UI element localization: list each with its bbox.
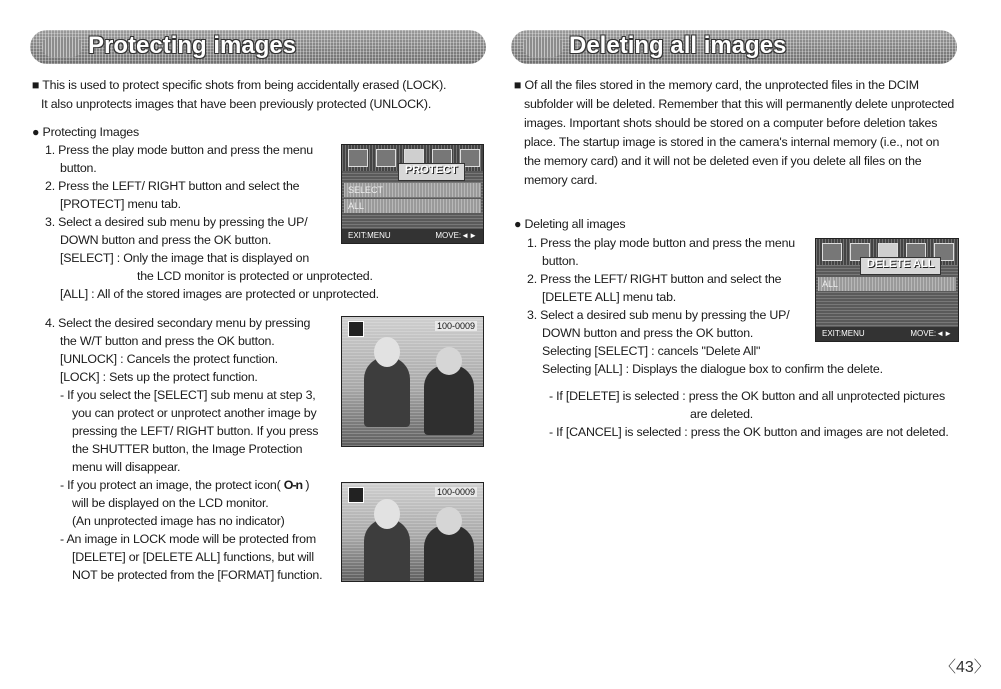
- right-step-1-cont: button.: [542, 254, 579, 268]
- right-intro-line-4: place. The startup image is stored in the camera's internal memory (i.e., not on: [524, 135, 940, 149]
- right-step-3: 3. Select a desired sub menu by pressing the UP/: [527, 308, 790, 322]
- left-step-4: 4. Select the desired secondary menu by pressing: [45, 316, 311, 330]
- person-face: [436, 347, 462, 375]
- right-subheading: ● Deleting all images: [514, 217, 626, 231]
- play-mode-icon: [348, 321, 364, 337]
- person-face: [374, 499, 400, 529]
- left-step-2-cont: [PROTECT] menu tab.: [60, 197, 181, 211]
- header-decoration: [42, 37, 82, 57]
- person-face: [436, 507, 462, 535]
- person-silhouette: [424, 365, 474, 435]
- protect-photo-1: [341, 316, 484, 447]
- right-delete-desc: - If [DELETE] is selected : press the OK button and all unprotected pictures: [549, 389, 945, 403]
- right-step-1: 1. Press the play mode button and press the menu: [527, 236, 795, 250]
- left-lock-desc: [LOCK] : Sets up the protect function.: [60, 370, 258, 384]
- person-silhouette: [364, 357, 410, 427]
- photo-file-number: 100-0009: [436, 487, 475, 497]
- left-note-1-cont-a: you can protect or unprotect another image by: [72, 406, 317, 420]
- left-note-3-cont-b: NOT be protected from the [FORMAT] function.: [72, 568, 323, 582]
- right-intro-line-6: memory card.: [524, 173, 598, 187]
- delete-all-menu-lcd: [815, 238, 959, 342]
- right-cancel-desc: - If [CANCEL] is selected : press the OK button and images are not deleted.: [549, 425, 949, 439]
- left-select-desc-cont: the LCD monitor is protected or unprotected.: [137, 269, 373, 283]
- right-select-desc: Selecting [SELECT] : cancels "Delete All": [542, 344, 761, 358]
- left-unlock-desc: [UNLOCK] : Cancels the protect function.: [60, 352, 278, 366]
- deleting-all-images-title: Deleting all images: [569, 32, 787, 59]
- left-note-1: - If you select the [SELECT] sub menu at step 3,: [60, 388, 316, 402]
- protect-menu-lcd: [341, 144, 484, 244]
- protect-key-icon: O-n: [283, 478, 303, 492]
- left-all-desc: [ALL] : All of the stored images are protected or unprotected.: [60, 287, 379, 301]
- page-number: 〈43〉: [940, 659, 990, 676]
- left-note-2-text: - If you protect an image, the protect icon(: [60, 478, 281, 492]
- right-intro-line-1: ■ Of all the files stored in the memory card, the unprotected files in the DCIM: [514, 78, 919, 92]
- left-step-2: 2. Press the LEFT/ RIGHT button and select the: [45, 179, 300, 193]
- lcd-footer-exit: EXIT:MENU: [822, 329, 865, 338]
- left-step-1: 1. Press the play mode button and press the menu: [45, 143, 313, 157]
- slide-tab-icon: [376, 149, 396, 167]
- play-tab-icon: [822, 243, 842, 261]
- protecting-images-title: Protecting images: [88, 32, 297, 59]
- right-intro-line-3: images. Important shots should be stored on a computer before deletion takes: [524, 116, 938, 130]
- left-select-desc: [SELECT] : Only the image that is displayed on: [60, 251, 310, 265]
- lcd-menu-title: DELETE ALL: [860, 257, 941, 275]
- left-note-1-cont-c: the SHUTTER button, the Image Protection: [72, 442, 303, 456]
- lcd-menu-title: PROTECT: [398, 163, 465, 181]
- left-note-3-cont-a: [DELETE] or [DELETE ALL] functions, but will: [72, 550, 314, 564]
- photo-file-number: 100-0009: [436, 321, 475, 331]
- right-intro-line-5: the memory card) and it will not be deleted even if you delete all files on the: [524, 154, 922, 168]
- protecting-images-header: [30, 30, 486, 64]
- lcd-footer-move: MOVE:◄►: [435, 231, 477, 240]
- left-note-2-cont-b: (An unprotected image has no indicator): [72, 514, 285, 528]
- left-note-2-cont-a: will be displayed on the LCD monitor.: [72, 496, 269, 510]
- play-mode-icon: [348, 487, 364, 503]
- protect-photo-2: [341, 482, 484, 582]
- right-step-3-cont: DOWN button and press the OK button.: [542, 326, 754, 340]
- right-step-2: 2. Press the LEFT/ RIGHT button and select the: [527, 272, 782, 286]
- left-step-3-cont: DOWN button and press the OK button.: [60, 233, 272, 247]
- right-step-2-cont: [DELETE ALL] menu tab.: [542, 290, 677, 304]
- person-face: [374, 337, 400, 367]
- lcd-footer: [342, 229, 483, 243]
- lcd-footer-move: MOVE:◄►: [910, 329, 952, 338]
- play-tab-icon: [348, 149, 368, 167]
- left-note-1-cont-d: menu will disappear.: [72, 460, 181, 474]
- left-note-1-cont-b: pressing the LEFT/ RIGHT button. If you press: [72, 424, 319, 438]
- right-delete-desc-cont: are deleted.: [690, 407, 754, 421]
- left-step-3: 3. Select a desired sub menu by pressing the UP/: [45, 215, 308, 229]
- header-decoration: [523, 37, 563, 57]
- lcd-item-all: ALL: [818, 277, 956, 291]
- lcd-item-all: ALL: [344, 199, 481, 213]
- right-intro-line-2: subfolder will be deleted. Remember that this will permanently delete unprotected: [524, 97, 955, 111]
- lcd-footer: [816, 327, 958, 341]
- lcd-item-select: SELECT: [344, 183, 481, 197]
- left-intro-line-1: ■ This is used to protect specific shots from being accidentally erased (LOCK).: [32, 78, 447, 92]
- left-note-3: - An image in LOCK mode will be protected from: [60, 532, 316, 546]
- deleting-all-images-header: [511, 30, 957, 64]
- lcd-footer-exit: EXIT:MENU: [348, 231, 391, 240]
- left-note-2: [60, 476, 309, 494]
- left-intro-line-2: It also unprotects images that have been previously protected (UNLOCK).: [41, 97, 432, 111]
- right-all-desc: Selecting [ALL] : Displays the dialogue box to confirm the delete.: [542, 362, 883, 376]
- left-subheading: ● Protecting Images: [32, 125, 139, 139]
- left-step-1-cont: button.: [60, 161, 97, 175]
- left-step-4-cont: the W/T button and press the OK button.: [60, 334, 275, 348]
- left-note-2-close: ): [305, 478, 310, 492]
